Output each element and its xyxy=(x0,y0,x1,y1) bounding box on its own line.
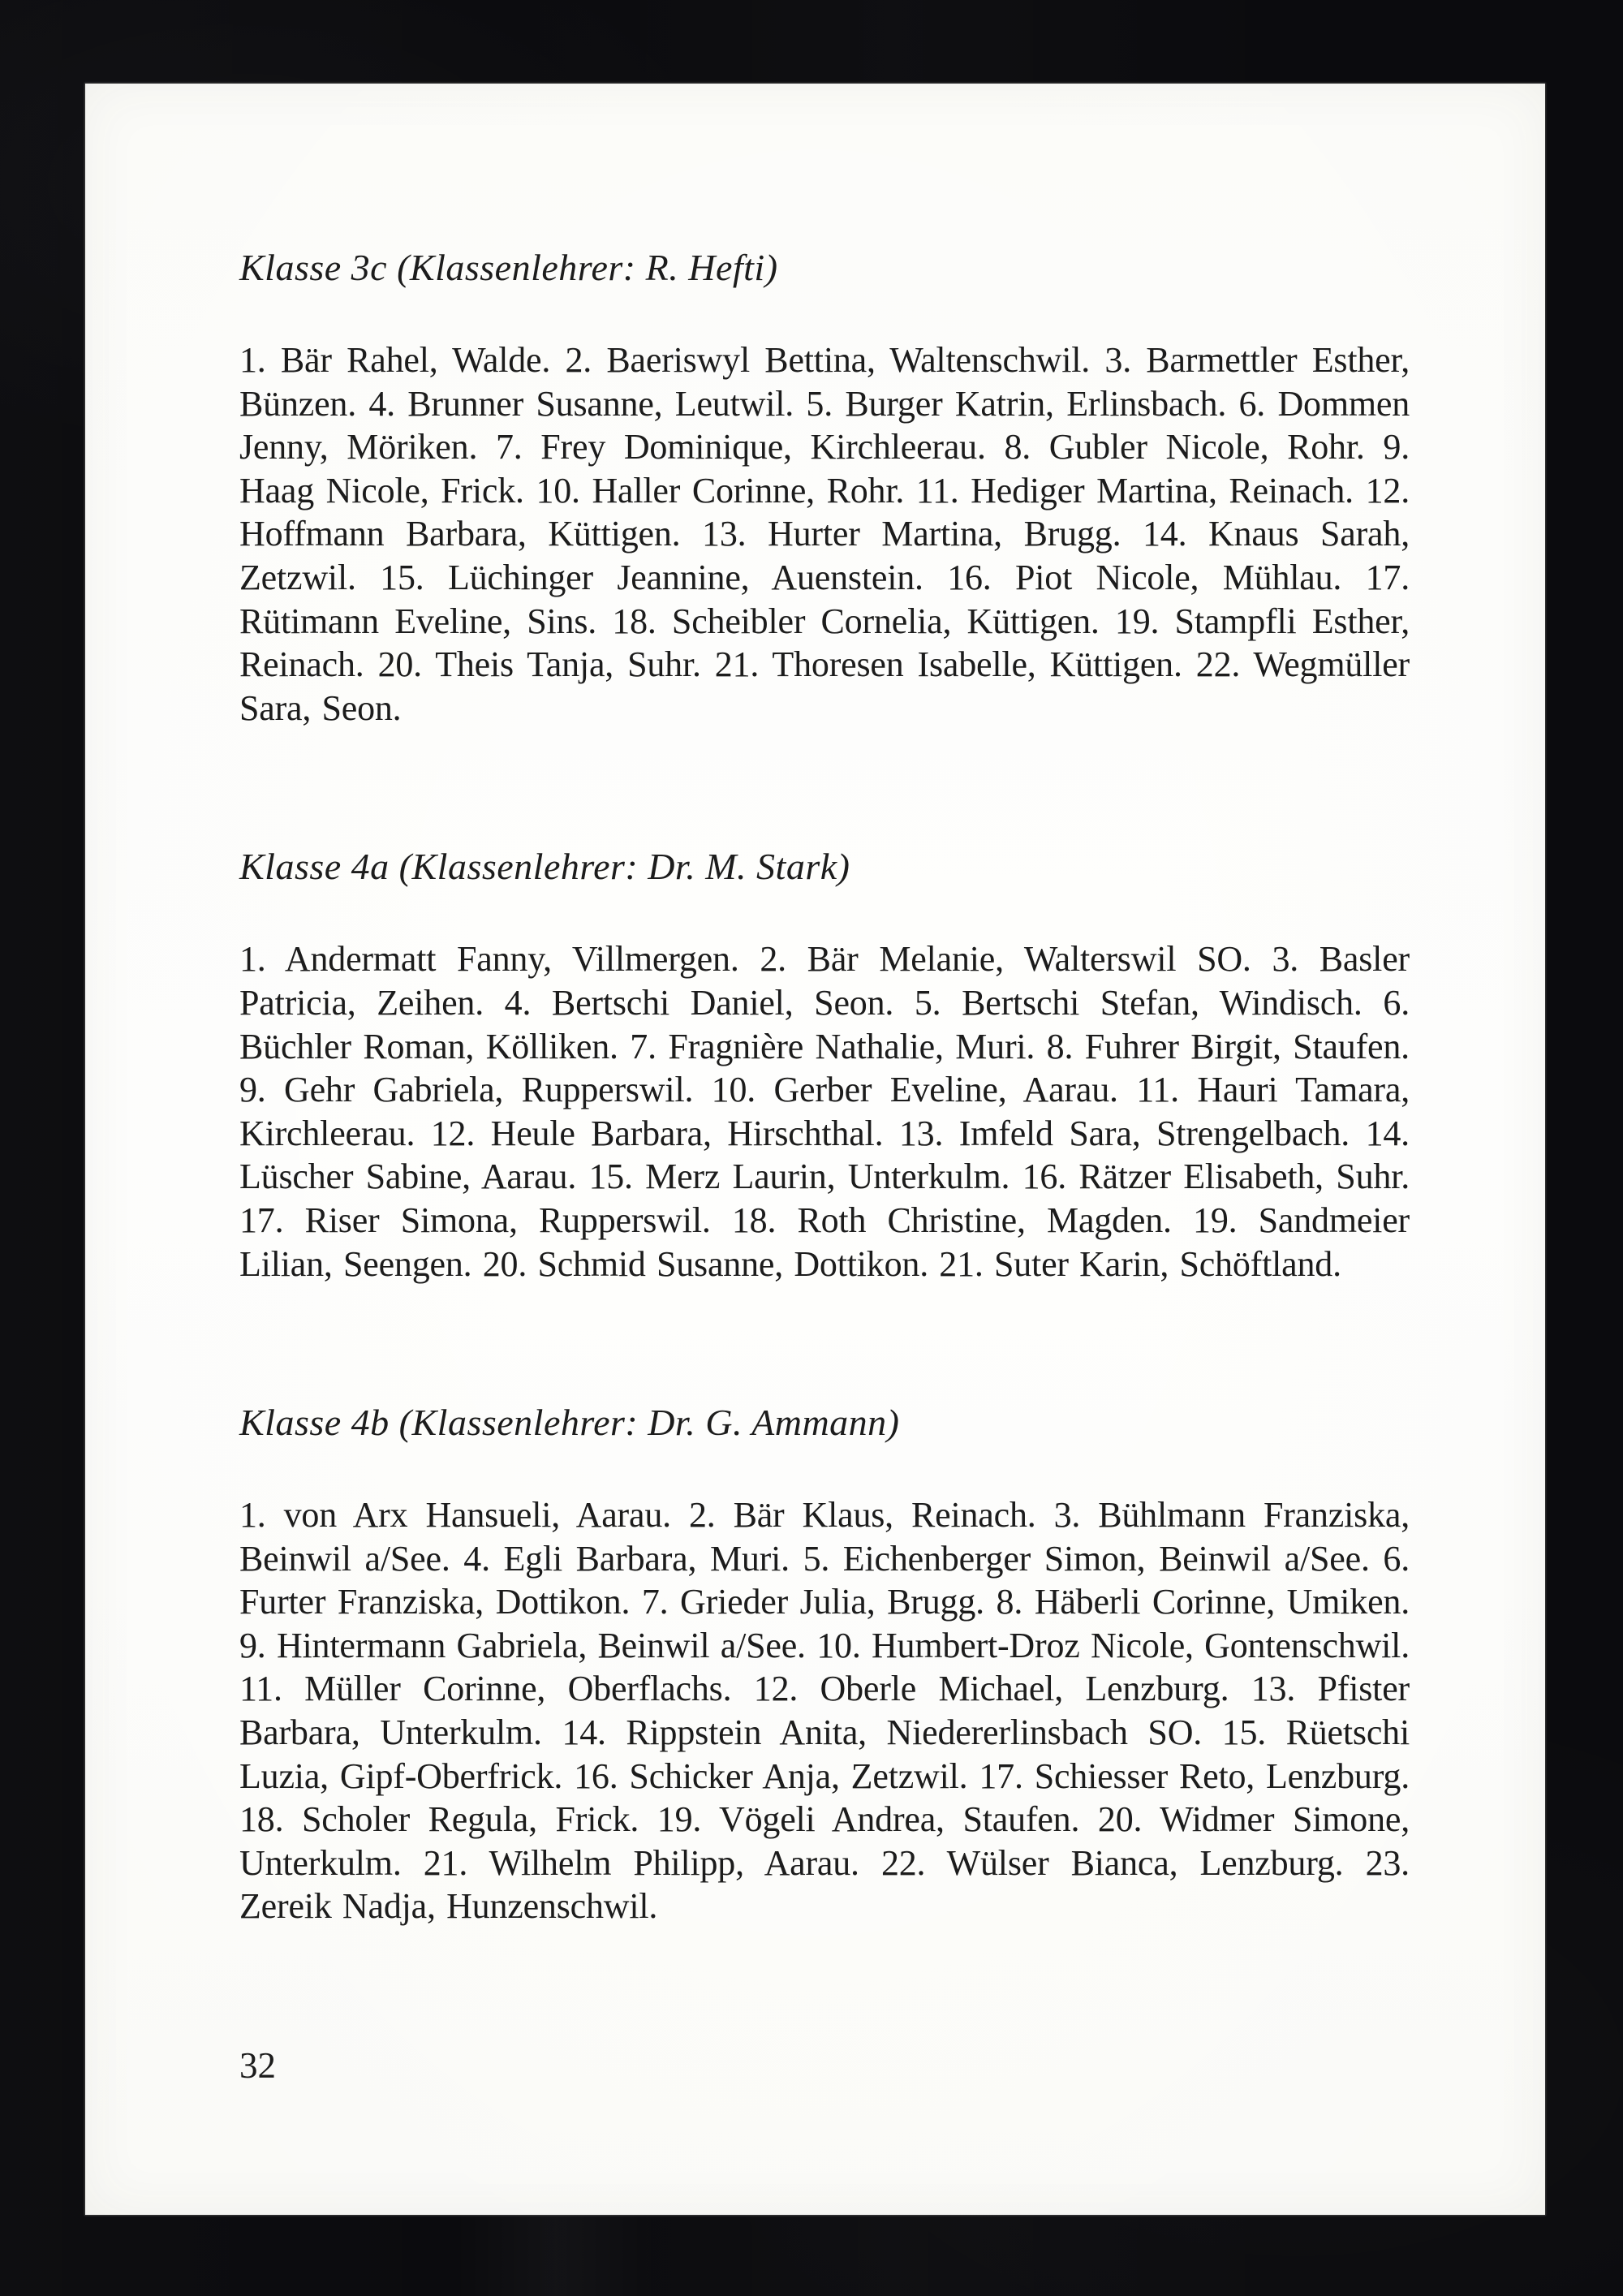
scan-seam xyxy=(454,2215,657,2296)
section-heading: Klasse 3c (Klassenlehrer: R. Hefti) xyxy=(239,247,778,288)
section-body: 1. Andermatt Fanny, Villmergen. 2. Bär Melanie, Walterswil SO. 3. Basler Patricia, Zeihen. 4. Bertschi Daniel, Seon. 5. Bertschi Stefan, Windisch. 6. Büchler Roman, Kölliken. 7. Fragnière Nathalie, Muri. 8. Fuhrer Birgit, Staufen. 9. Gehr Gabriela, Rupperswil. 10. Gerber Eveline, Aarau. 11. Hauri Tamara, Kirchleerau. 12. Heule Barbara, Hirschthal. 13. Imfeld Sara, Strengelbach. 14. Lüscher Sabine, Aarau. 15. Merz Laurin, Unterkulm. 16. Rätzer Elisabeth, Suhr. 17. Riser Simona, Rupperswil. 18. Roth Christine, Magden. 19. Sandmeier Lilian, Seengen. 20. Schmid Susanne, Dottikon. 21. Suter Karin, Schöftland. xyxy=(239,939,1410,1284)
class-section-3c xyxy=(239,246,1410,730)
section-body: 1. Bär Rahel, Walde. 2. Baeriswyl Bettina, Waltenschwil. 3. Barmettler Esther, Bünzen. 4. Brunner Susanne, Leutwil. 5. Burger Katrin, Erlinsbach. 6. Dommen Jenny, Möriken. 7. Frey Dominique, Kirchleerau. 8. Gubler Nicole, Rohr. 9. Haag Nicole, Frick. 10. Haller Corinne, Rohr. 11. Hediger Martina, Reinach. 12. Hoffmann Barbara, Küttigen. 13. Hurter Martina, Brugg. 14. Knaus Sarah, Zetzwil. 15. Lüchinger Jeannine, Auenstein. 16. Piot Nicole, Mühlau. 17. Rütimann Eveline, Sins. 18. Scheibler Cornelia, Küttigen. 19. Stampfli Esther, Reinach. 20. Theis Tanja, Suhr. 21. Thoresen Isabelle, Küttigen. 22. Wegmüller Sara, Seon. xyxy=(239,340,1410,728)
section-heading: Klasse 4b (Klassenlehrer: Dr. G. Ammann) xyxy=(239,1402,900,1444)
book-page xyxy=(85,84,1545,2215)
page-number: 32 xyxy=(239,2045,276,2086)
class-section-4b xyxy=(239,1401,1410,1928)
class-section-4a xyxy=(239,845,1410,1286)
page-content xyxy=(239,246,1410,1928)
section-heading: Klasse 4a (Klassenlehrer: Dr. M. Stark) xyxy=(239,846,850,888)
section-body: 1. von Arx Hansueli, Aarau. 2. Bär Klaus, Reinach. 3. Bühlmann Franziska, Beinwil a/See. 4. Egli Barbara, Muri. 5. Eichenberger Simon, Beinwil a/See. 6. Furter Franziska, Dottikon. 7. Grieder Julia, Brugg. 8. Häberli Corinne, Umiken. 9. Hintermann Gabriela, Beinwil a/See. 10. Humbert-Droz Nicole, Gontenschwil. 11. Müller Corinne, Oberflachs. 12. Oberle Michael, Lenzburg. 13. Pfister Barbara, Unterkulm. 14. Rippstein Anita, Niedererlinsbach SO. 15. Rüetschi Luzia, Gipf-Oberfrick. 16. Schicker Anja, Zetzwil. 17. Schiesser Reto, Lenzburg. 18. Scholer Regula, Frick. 19. Vögeli Andrea, Staufen. 20. Widmer Simone, Unterkulm. 21. Wilhelm Philipp, Aarau. 22. Wülser Bianca, Lenzburg. 23. Zereik Nadja, Hunzenschwil. xyxy=(239,1495,1410,1927)
